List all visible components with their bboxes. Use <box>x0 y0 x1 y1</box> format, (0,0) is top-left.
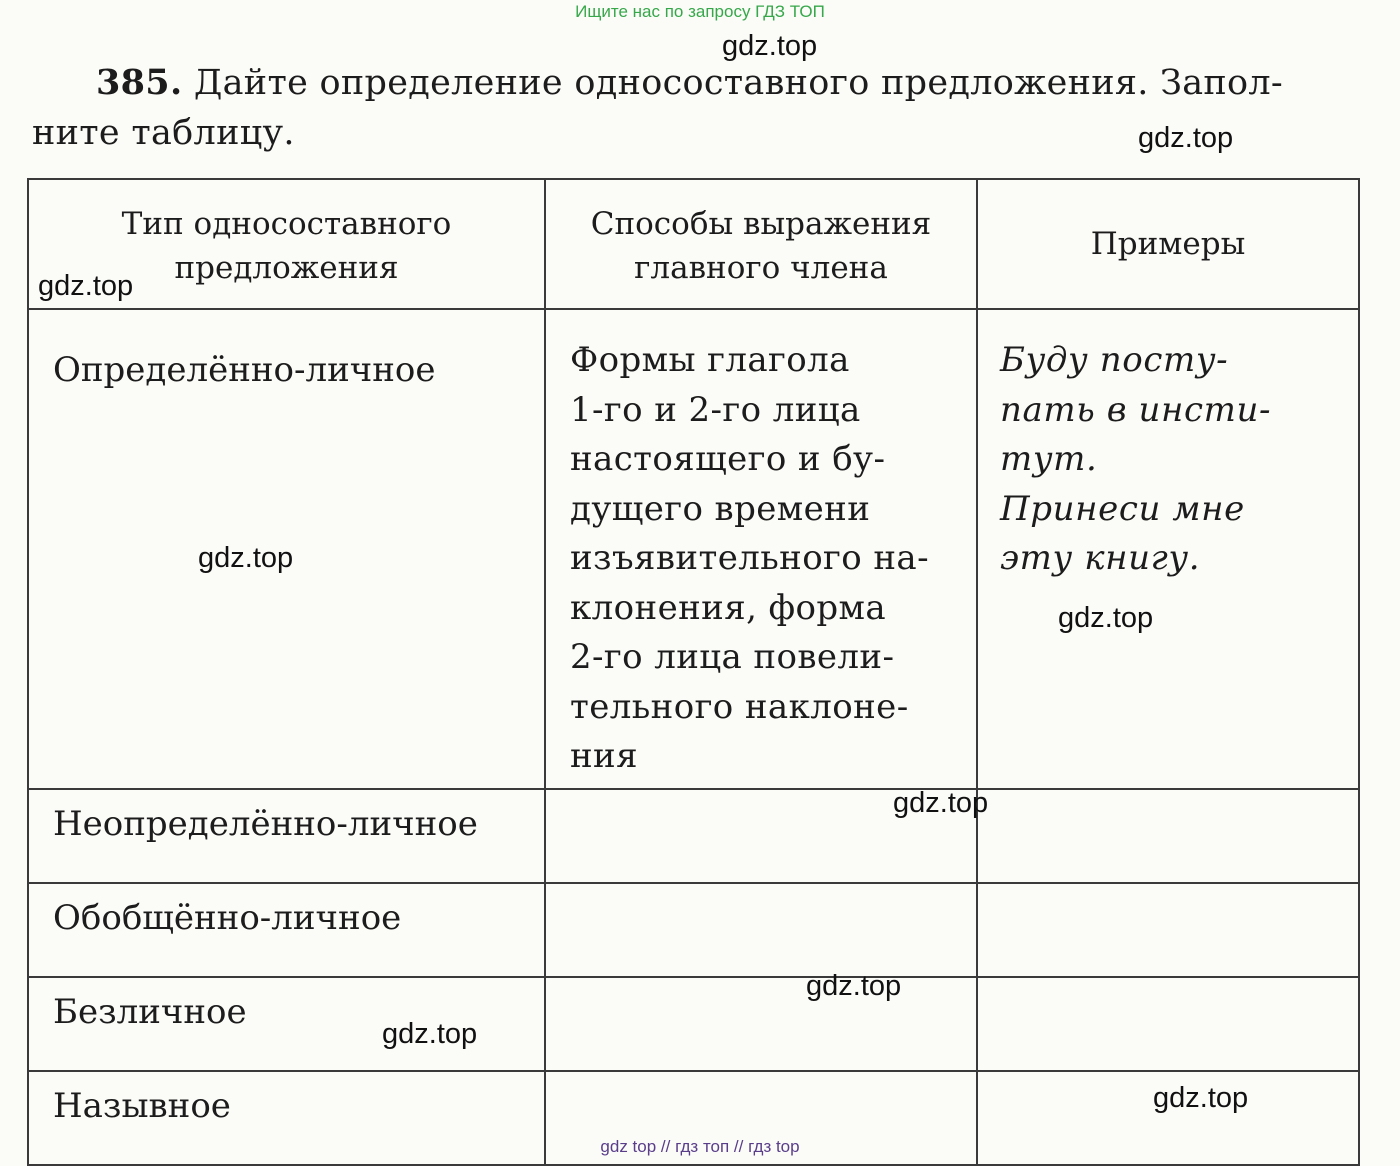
header-methods-line1: Способы выражения <box>590 206 932 242</box>
task-text-line1: Дайте определение односоставного предложения. Запол- <box>193 63 1284 103</box>
type-cell <box>28 789 545 883</box>
header-methods-line2: главного члена <box>634 250 888 286</box>
task-number: 385. <box>96 62 183 103</box>
examples-cell-empty[interactable] <box>977 977 1359 1071</box>
type-label: Обобщённо-личное <box>53 897 402 938</box>
watermark: gdz.top <box>198 542 294 574</box>
example-line: Принеси мне <box>1000 488 1245 529</box>
header-methods <box>545 179 977 309</box>
task-text-line2: ните таблицу. <box>32 113 295 153</box>
table-row <box>28 789 1359 883</box>
header-type-line2: предложения <box>174 250 399 286</box>
table-row <box>28 883 1359 977</box>
header-examples-label: Примеры <box>1090 226 1246 262</box>
table-row <box>28 977 1359 1071</box>
examples-cell <box>977 309 1359 789</box>
methods-line: 1-го и 2-го лица <box>570 389 861 430</box>
methods-line: ния <box>570 736 638 776</box>
example-line: пать в инсти- <box>1000 389 1272 430</box>
watermark: gdz.top <box>38 270 134 302</box>
methods-line: настоящего и бу- <box>570 439 886 479</box>
methods-cell-empty[interactable] <box>545 977 977 1071</box>
type-label: Неопределённо-личное <box>53 803 478 844</box>
watermark: gdz.top <box>382 1018 478 1050</box>
type-label: Безличное <box>53 991 247 1032</box>
methods-line: 2-го лица повели- <box>570 637 895 677</box>
methods-line: клонения, форма <box>570 587 887 628</box>
example-line: тут. <box>1000 439 1098 479</box>
top-banner: Ищите нас по запросу ГДЗ ТОП <box>575 2 825 21</box>
example-line: эту книгу. <box>1000 538 1201 578</box>
type-cell <box>28 883 545 977</box>
table-header-row <box>28 179 1359 309</box>
type-label: Определённо-личное <box>53 350 436 390</box>
watermark: gdz.top <box>722 30 818 62</box>
methods-cell-empty[interactable] <box>545 883 977 977</box>
watermark: gdz.top <box>806 970 902 1002</box>
footer: gdz top // гдз топ // гдз top <box>600 1137 800 1156</box>
methods-cell <box>545 309 977 789</box>
methods-line: дущего времени <box>570 488 871 529</box>
examples-cell-empty[interactable] <box>977 883 1359 977</box>
header-type-line1: Тип односоставного <box>121 206 452 242</box>
fill-in-table <box>27 178 1360 1166</box>
header-examples <box>977 179 1359 309</box>
watermark: gdz.top <box>1153 1082 1249 1114</box>
example-line: Буду посту- <box>1000 340 1229 380</box>
watermark: gdz.top <box>1138 122 1234 154</box>
examples-cell-empty[interactable] <box>977 789 1359 883</box>
type-label: Назывное <box>53 1085 231 1126</box>
methods-line: изъявительного на- <box>570 538 929 578</box>
methods-line: Формы глагола <box>570 340 850 380</box>
watermark: gdz.top <box>893 787 989 819</box>
watermark: gdz.top <box>1058 602 1154 634</box>
methods-line: тельного наклоне- <box>570 686 909 727</box>
